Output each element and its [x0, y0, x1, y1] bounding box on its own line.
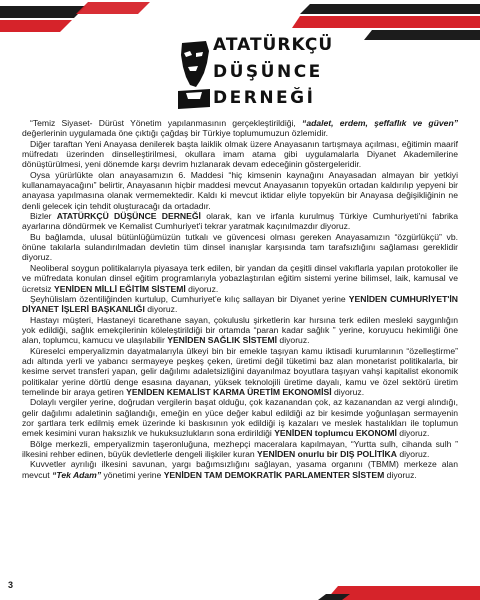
bold-text-run: YENİDEN CUMHURİYET'İN DİYANET İŞLERİ BAŞKANLIĞI [22, 293, 458, 315]
bold-text-run [52, 470, 101, 480]
bold-text-run: YENİDEN MİLLİ EĞİTİM SİSTEMİ [54, 283, 186, 294]
document-body [22, 118, 458, 480]
bottom-right-stripes [318, 586, 480, 600]
body-paragraph [22, 294, 458, 315]
emphasis-text: “Tek Adam” [52, 469, 102, 480]
text-run: Küreselci emperyalizmin dayatmalarıyla ülkeyi bin bir emekle taşıyan kamu iktisadi kurumlarının “özelleştirme” adı altında yerli ve yabancı sermayeye peşkeş çeken, üretimi değil tüketimi baz alan monetarist politikalarla, bir kesime servet transferi yapan, gelir dağılımı adaletsizliğini dayanılmaz boyutlara taşıyan vahşi kapitalist ekonomik politikalar yerine dörtlü denge esasına dayanan, yüksek teknolojili üretime dayalı, kamu ve özel sektörü üretim temelinde bir araya getiren [22, 345, 458, 397]
body-paragraph [22, 439, 458, 460]
bold-text-run: YENİDEN SAĞLIK SİSTEMİ [167, 335, 278, 346]
page-number: 3 [8, 580, 14, 590]
emphasis-text: “adalet, erdem, şeffaflık ve güven” [302, 118, 458, 128]
text-run: Bölge merkezli, emperyalizmin taşeronluğuna, mezhepçi maceralara kapılmayan, “Yurtta sulh, cihanda sulh ” ilkesini rehber edinen, büyük devletlerle dengeli ilişkiler kuran [22, 438, 458, 459]
association-logo [176, 33, 334, 113]
logo-line-3: DERNEĞİ [213, 88, 316, 108]
text-run: diyoruz. [396, 428, 430, 439]
body-paragraph [22, 170, 458, 211]
text-run: yönetimi yerine [101, 469, 164, 480]
bold-text-run: YENİDEN onurlu bir DIŞ POLİTİKA [257, 449, 397, 459]
text-run: Hastayı müşteri, Hastaneyi ticarethane sayan, çokuluslu şirketlerin kar hırsına terk edilen mesleki saygınlığın yok edildiği, sağlık emekçilerinin köleleştirildiği bir ortamda “paran kadar sağlık ” yerine, koruyucu hekimliği öne alan, toplumcu, kamucu ve ulaşılabilir [22, 314, 458, 346]
bold-text-run: YENİDEN TAM DEMOKRATİK PARLAMENTER SİSTEM [163, 469, 385, 480]
body-paragraph [22, 263, 458, 294]
logo-line-2: DÜŞÜNCE [213, 62, 323, 82]
text-run: diyoruz. [384, 469, 417, 480]
text-run: Oysa yürürlükte olan anayasamızın 6. Maddesi “hiç kimsenin kaynağını Anayasadan almayan bir yetkiyi kullanamayacağını” belirtir, Anayasanın hiçbir maddesi mevcut Anayasanın topyekün ortadan kaldırılıp yepyeni bir anayasa yapılmasına olanak vermemektedir. Kaldı ki mevcut iktidar eliyle topyekün bir Anayasa değişikliğinin ne denli gelecek için tehdit oluşturacağı da ortadadır. [22, 169, 458, 211]
text-run: Dolaylı vergiler yerine, doğrudan vergilerin başat olduğu, çok kazanandan çok, az kazanandan az vergi alındığı, gelir dağılımı adaletinin sağlandığı, emeğin en yüce değer kabul edildiği az bir kesimde yoğunlaşan sermayenin zor şartlara terk edilmiş emek üzerinde ki baskısının yok edildiği iş kazaları ve meslek hastalıkları ile toplumun emek kesimini vuran haksızlık ve hukuksuzlukların sona erdirildiği [22, 397, 458, 439]
text-run: diyoruz. [396, 449, 430, 459]
bold-text-run: ATATÜRKÇÜ DÜŞÜNCE DERNEĞİ [56, 211, 201, 222]
body-paragraph [22, 315, 458, 346]
text-run: Bu bağlamda, ulusal bütünlüğümüzün tutkalı ve güvencesi olması gereken Anayasamızın “özgürlükçü” vb. önüne takılarla sulandırılmadan devletin tüm dinsel inanışlar karşısında tam tarafsızlığını sağlaması gereklidir diyoruz. [22, 231, 458, 263]
text-run: Diğer taraftan Yeni Anayasa denilerek başta laiklik olmak üzere Anayasanın tartışmaya açılması, eğitimin maarif müfredatı üzerinden dinselleştirilmesi, okullara imam atama gibi uygulamalarla Diyanet Akademilerine dönüştürülmesi, yeni dönemde karşı devrim hızlanarak devam edeceğinin göstergeleridir. [22, 138, 458, 170]
text-run: diyoruz. [331, 386, 365, 397]
ataturk-silhouette-icon [176, 33, 212, 113]
body-paragraph [22, 232, 458, 263]
body-paragraph [22, 118, 458, 139]
text-run: “Temiz Siyaset- Dürüst Yönetim yapılanmasının gerçekleştirildiği, [30, 118, 303, 128]
text-run: Neoliberal soygun politikalarıyla piyasaya terk edilen, bir yandan da çeşitli dinsel vakıflarla yapılan protokoller ile ve müfredata konulan dinsel eğitim programlarıyla yobazlaştırılan eğitim sistemi yerine bilimsel, laik, kamusal ve ücretsiz [22, 262, 458, 294]
text-run: değerlerinin uygulamada öne çıktığı çağdaş bir Türkiye toplumumuzun özlemidir. [22, 128, 329, 139]
top-left-stripes [0, 2, 150, 32]
text-run: Şeyhülislam özentiliğinden kurtulup, Cumhuriyet'e kılıç sallayan bir Diyanet yerine [30, 293, 349, 304]
body-paragraph [22, 346, 458, 398]
body-paragraph [22, 459, 458, 480]
bold-text-run [302, 118, 458, 128]
text-run: Kuvvetler ayrılığı ilkesini savunan, yargı bağımsızlığını sağlayan, yasama organını (TBMM) merkeze alan mevcut [22, 459, 458, 480]
text-run: diyoruz. [185, 283, 219, 294]
text-run: olarak, kan ve irfanla kurulmuş Türkiye Cumhuriyeti'ni fabrika ayarlarına döndürmek ve Kemalist Cumhuriyet'i tekrar yaratmak kaçınılmazdır diyoruz. [22, 211, 458, 232]
body-paragraph [22, 139, 458, 170]
text-run: Bizler [30, 211, 57, 222]
text-run: diyoruz. [144, 304, 178, 315]
text-run: diyoruz. [277, 335, 310, 346]
body-paragraph [22, 211, 458, 232]
logo-line-1: ATATÜRKÇÜ [213, 35, 334, 55]
bold-text-run: YENİDEN KEMALİST KARMA ÜRETİM EKONOMİSİ [126, 386, 332, 397]
bold-text-run: YENİDEN toplumcu EKONOMİ [274, 428, 397, 439]
body-paragraph [22, 397, 458, 438]
